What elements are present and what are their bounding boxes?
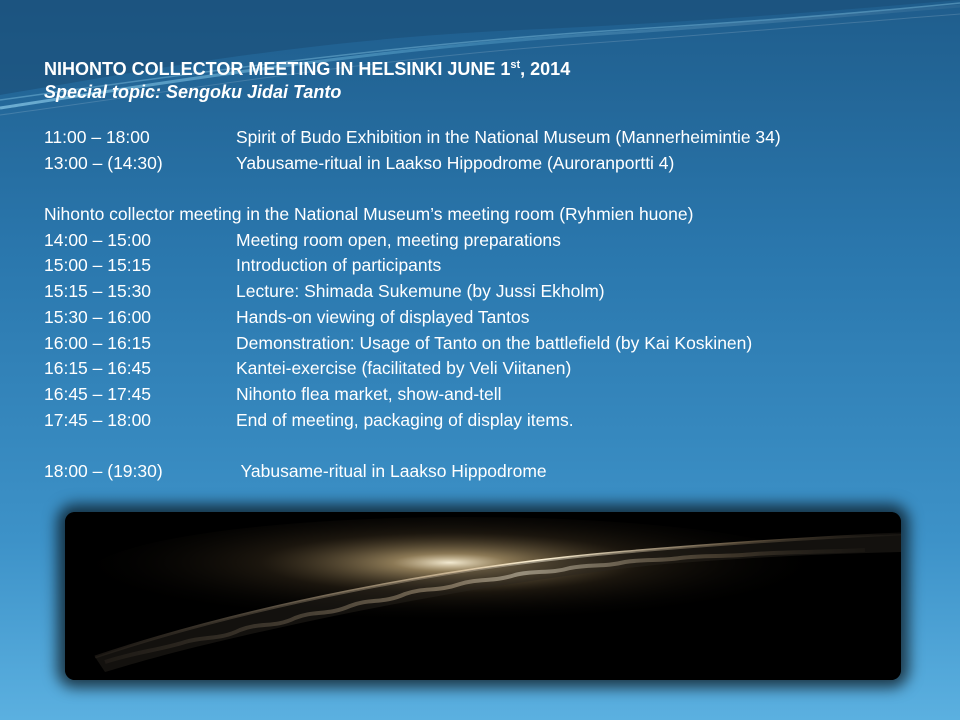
time-range: 15:00 – 15:15 — [44, 255, 152, 276]
time-range: 18:00 – (19:30) — [44, 460, 163, 481]
schedule-row — [44, 331, 944, 357]
schedule-row — [44, 125, 944, 151]
event-text: Kantei-exercise (facilitated by Veli Viitanen) — [236, 358, 572, 379]
time-range: 15:15 – 15:30 — [44, 281, 152, 302]
event-text: Meeting room open, meeting preparations — [236, 229, 561, 250]
schedule-row — [44, 408, 944, 434]
tanto-blade-photo — [65, 512, 901, 680]
title-ordinal: st — [510, 59, 521, 71]
time-range: 17:45 – 18:00 — [44, 409, 152, 430]
schedule-row — [44, 382, 944, 408]
event-text: Spirit of Budo Exhibition in the National Museum (Mannerheimintie 34) — [236, 127, 781, 147]
event-text: Yabusame-ritual in Laakso Hippodrome — [236, 460, 547, 481]
slide-subtitle: Special topic: Sengoku Jidai Tanto — [44, 82, 342, 102]
schedule-row — [44, 305, 944, 331]
schedule-row — [44, 459, 944, 485]
schedule-row — [44, 279, 944, 305]
time-range: 13:00 – (14:30) — [44, 152, 163, 173]
time-range: 14:00 – 15:00 — [44, 229, 152, 250]
event-text: Hands-on viewing of displayed Tantos — [236, 306, 530, 327]
slide-content — [44, 58, 944, 485]
time-range: 15:30 – 16:00 — [44, 306, 152, 327]
time-range: 16:00 – 16:15 — [44, 332, 152, 353]
slide-title: NIHONTO COLLECTOR MEETING IN HELSINKI JUNE 1st, 2014 — [44, 59, 571, 79]
event-text: Yabusame-ritual in Laakso Hippodrome (Auroranportti 4) — [236, 152, 675, 173]
event-text: End of meeting, packaging of display items. — [236, 409, 574, 430]
schedule-row — [44, 228, 944, 254]
schedule-row — [44, 253, 944, 279]
event-text: Nihonto flea market, show-and-tell — [236, 383, 502, 404]
time-range: 11:00 – 18:00 — [44, 127, 150, 147]
time-range: 16:15 – 16:45 — [44, 358, 152, 379]
time-range: 16:45 – 17:45 — [44, 383, 152, 404]
meeting-heading: Nihonto collector meeting in the National Museum’s meeting room (Ryhmien huone) — [44, 204, 694, 225]
event-text: Introduction of participants — [236, 255, 442, 276]
event-text: Lecture: Shimada Sukemune (by Jussi Ekholm) — [236, 281, 605, 302]
schedule-row — [44, 356, 944, 382]
event-text: Demonstration: Usage of Tanto on the battlefield (by Kai Koskinen) — [236, 332, 753, 353]
schedule-row — [44, 151, 944, 177]
tanto-blade-image — [65, 512, 901, 680]
